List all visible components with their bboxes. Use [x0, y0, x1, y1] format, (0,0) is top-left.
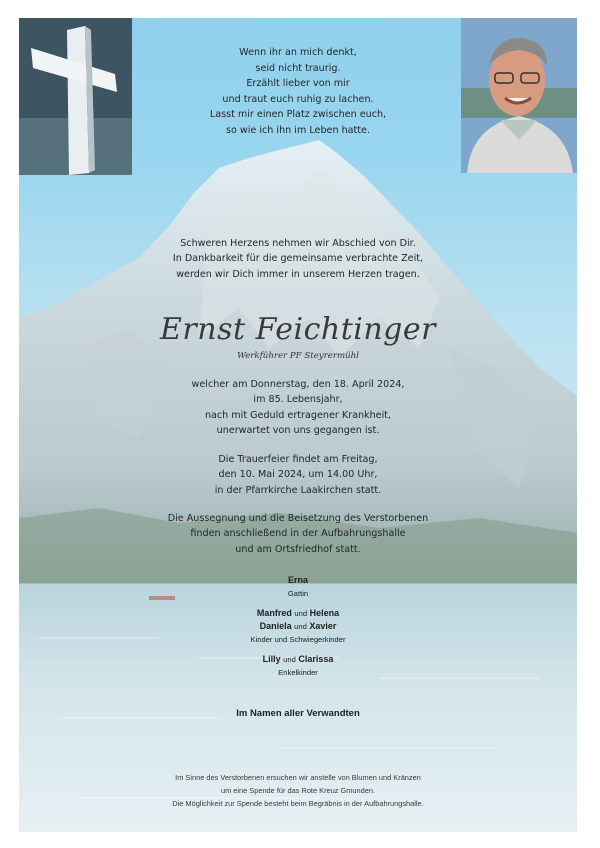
deceased-name: Ernst Feichtinger: [160, 312, 436, 347]
poem: [19, 45, 577, 139]
death-line: unerwartet von uns gegangen ist.: [216, 425, 380, 437]
obituary-page: [19, 18, 577, 832]
farewell-line: werden wir Dich immer in unserem Herzen tragen.: [176, 268, 420, 280]
death-line: im 85. Lebensjahr,: [253, 394, 343, 406]
mourner-group-children: [19, 607, 577, 646]
poem-line: Erzählt lieber von mir: [246, 78, 350, 90]
donation-line: Die Möglichkeit zur Spende besteht beim Begräbnis in der Aufbahrungshalle.: [172, 799, 424, 808]
donation-note: [19, 771, 577, 810]
death-line: welcher am Donnerstag, den 18. April 2024,: [191, 379, 405, 390]
mourner-name: Daniela: [259, 621, 292, 631]
mourner-name: Lilly: [262, 654, 281, 664]
burial-details: [19, 511, 577, 557]
mourner-name: Erna: [287, 575, 308, 585]
mourner-name: Clarissa: [298, 654, 334, 664]
deceased-role: Werkführer PF Steyrermühl: [237, 351, 359, 361]
burial-line: finden anschließend in der Aufbahrungshalle: [190, 528, 406, 540]
mourner-conjunction: und: [294, 622, 307, 631]
mourner-conjunction: und: [283, 655, 296, 664]
death-notice: [19, 377, 577, 439]
death-line: nach mit Geduld ertragener Krankheit,: [204, 409, 392, 421]
funeral-details: [19, 452, 577, 498]
mourner-relation: Gattin: [287, 589, 309, 598]
poem-line: seid nicht traurig.: [255, 62, 341, 74]
donation-line: Im Sinne des Verstorbenen ersuchen wir anstelle von Blumen und Kränzen: [175, 773, 421, 782]
mourner-group-spouse: [19, 574, 577, 600]
poem-line: Lasst mir einen Platz zwischen euch,: [209, 109, 387, 121]
mourner-relation: Kinder und Schwiegerkinder: [250, 635, 346, 644]
closing-line: Im Namen aller Verwandten: [236, 708, 360, 719]
burial-line: und am Ortsfriedhof statt.: [235, 543, 361, 555]
poem-line: und traut euch ruhig zu lachen.: [222, 93, 374, 105]
mourner-name: Manfred: [256, 608, 292, 618]
mourner-conjunction: und: [294, 609, 308, 618]
mourner-name: Helena: [309, 608, 340, 618]
farewell-line: In Dankbarkeit für die gemeinsame verbrachte Zeit,: [172, 253, 424, 265]
poem-line: so wie ich ihn im Leben hatte.: [225, 124, 371, 136]
donation-line: um eine Spende für das Rote Kreuz Gmunden.: [220, 786, 376, 795]
mourner-group-grandchildren: [19, 653, 577, 679]
poem-line: Wenn ihr an mich denkt,: [239, 47, 357, 58]
mourners-list: [19, 574, 577, 686]
mourner-name: Xavier: [309, 621, 337, 631]
burial-line: Die Aussegnung und die Beisetzung des Verstorbenen: [167, 513, 429, 524]
funeral-line: in der Pfarrkirche Laakirchen statt.: [214, 484, 382, 496]
farewell-text: [19, 236, 577, 282]
funeral-line: Die Trauerfeier findet am Freitag,: [218, 454, 378, 465]
mourner-relation: Enkelkinder: [278, 668, 318, 677]
farewell-line: Schweren Herzens nehmen wir Abschied von Dir.: [180, 238, 416, 249]
funeral-line: den 10. Mai 2024, um 14.00 Uhr,: [218, 469, 378, 481]
